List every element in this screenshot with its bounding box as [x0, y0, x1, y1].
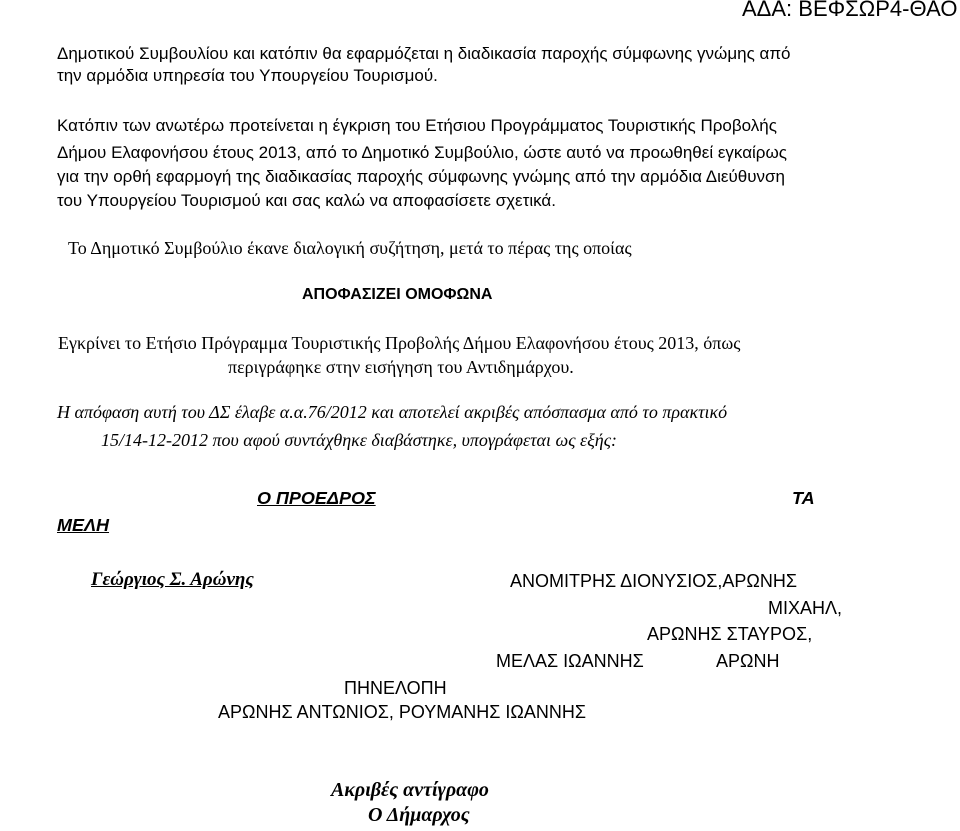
proposal-paragraph-line2: Δήμου Ελαφονήσου έτους 2013, από το Δημοτικό Συμβούλιο, ώστε αυτό να προωθηθεί εγκαίρως: [57, 143, 787, 162]
members-label-ta: ΤΑ: [792, 488, 815, 508]
member-line2: ΜΙΧΑΗΛ,: [768, 598, 843, 618]
intro-paragraph-line2: την αρμόδια υπηρεσία του Υπουργείου Τουρισμού.: [57, 66, 438, 85]
member-line4a: ΜΕΛΑΣ ΙΩΑΝΝΗΣ: [496, 651, 644, 671]
discussion-text: Το Δημοτικό Συμβούλιο έκανε διαλογική συζήτηση, μετά το πέρας της οποίας: [68, 238, 632, 258]
member-line5: ΠΗΝΕΛΟΠΗ: [344, 678, 447, 698]
decision-heading: ΑΠΟΦΑΣΙΖΕΙ ΟΜΟΦΩΝΑ: [302, 286, 493, 303]
president-name: Γεώργιος Σ. Αρώνης: [91, 569, 254, 590]
member-line6: ΑΡΩΝΗΣ ΑΝΤΩΝΙΟΣ, ΡΟΥΜΑΝΗΣ ΙΩΑΝΝΗΣ: [218, 702, 587, 722]
mayor-label: Ο Δήμαρχος: [368, 804, 470, 826]
proposal-paragraph-line3: για την ορθή εφαρμογή της διαδικασίας παροχής σύμφωνης γνώμης από την αρμόδια Διεύθυνση: [57, 167, 785, 186]
member-line4b: ΑΡΩΝΗ: [716, 651, 780, 671]
certified-copy-label: Ακριβές αντίγραφο: [331, 779, 489, 801]
president-label: Ο ΠΡΟΕΔΡΟΣ: [257, 488, 376, 508]
members-label-meli: ΜΕΛΗ: [57, 515, 110, 535]
proposal-paragraph-line4: του Υπουργείου Τουρισμού και σας καλώ να αποφασίσετε σχετικά.: [57, 191, 556, 210]
decision-note-line1: Η απόφαση αυτή του ΔΣ έλαβε α.α.76/2012 και αποτελεί ακριβές απόσπασμα από το πρακτικό: [57, 402, 728, 422]
proposal-paragraph-line1: Κατόπιν των ανωτέρω προτείνεται η έγκριση του Ετήσιου Προγράμματος Τουριστικής Προβολής: [57, 116, 777, 135]
ada-code: ΑΔΑ: ΒΕΦΣΩΡ4-ΘΑΟ: [742, 0, 958, 21]
member-line1: ΑΝΟΜΙΤΡΗΣ ΔΙΟΝΥΣΙΟΣ,ΑΡΩΝΗΣ: [510, 571, 798, 591]
member-line3: ΑΡΩΝΗΣ ΣΤΑΥΡΟΣ,: [647, 624, 813, 644]
approval-line2: περιγράφηκε στην εισήγηση του Αντιδημάρχου.: [228, 357, 574, 377]
intro-paragraph-line1: Δημοτικού Συμβουλίου και κατόπιν θα εφαρμόζεται η διαδικασία παροχής σύμφωνης γνώμης από: [57, 44, 791, 63]
approval-line1: Εγκρίνει το Ετήσιο Πρόγραμμα Τουριστικής Προβολής Δήμου Ελαφονήσου έτους 2013, όπως: [58, 333, 741, 353]
decision-note-line2: 15/14-12-2012 που αφού συντάχθηκε διαβάστηκε, υπογράφεται ως εξής:: [101, 430, 618, 450]
